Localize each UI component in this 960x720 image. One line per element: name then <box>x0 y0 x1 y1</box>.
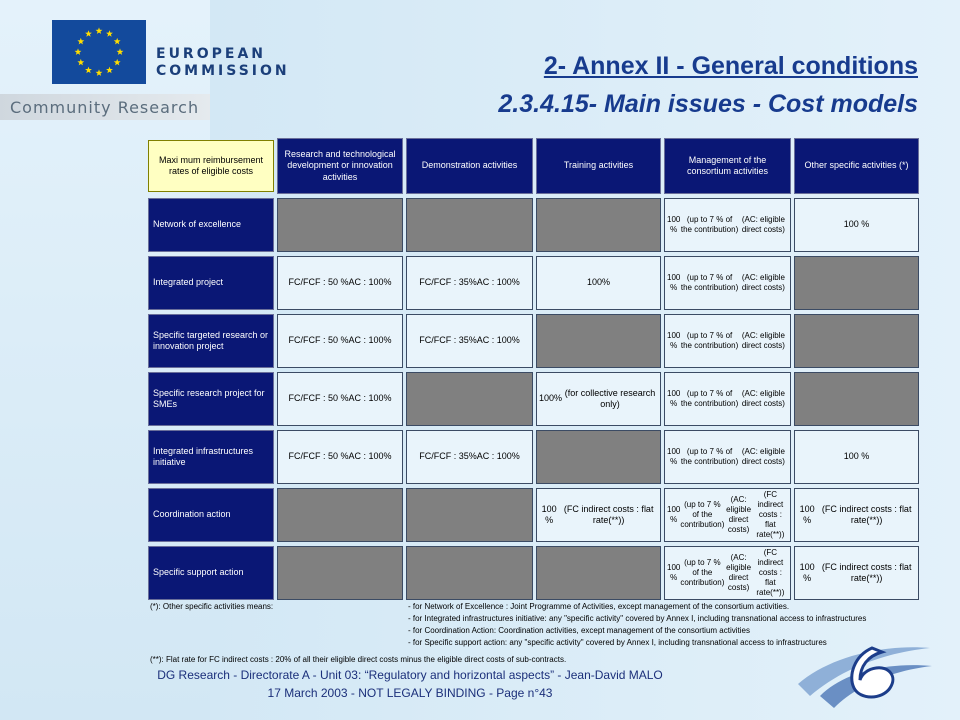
footer-line1: DG Research - Directorate A - Unit 03: “Regulatory and horizontal aspects” - Jean-David MALO <box>157 668 663 682</box>
rate-cell-line: AC : 100% <box>348 451 392 462</box>
rate-cell-line: AC : 100% <box>476 335 520 346</box>
slide-title: 2- Annex II - General conditions <box>543 52 918 80</box>
rate-cell-line: 100 % <box>799 503 815 525</box>
column-header-cell <box>406 138 533 194</box>
note1-item: - for Coordination Action: Coordination activities, except management of the consortium activities <box>408 626 750 635</box>
rate-cell-line: 100 % <box>843 219 870 230</box>
rate-cell <box>536 372 661 426</box>
rate-cell <box>794 546 919 600</box>
note1-item: - for Network of Excellence : Joint Programme of Activities, except management of the consortium activities. <box>408 602 790 611</box>
column-header-text: Training activities <box>563 160 634 171</box>
rate-cell-line: (AC: eligible direct costs) <box>741 447 785 466</box>
corner-header-text: Maxi mum reimbursement rates of eligible costs <box>158 154 264 176</box>
rate-cell-line: AC : 100% <box>476 277 520 288</box>
row-header-cell <box>148 198 274 252</box>
empty-cell <box>794 256 919 310</box>
rate-cell-line: FC/FCF : 50 % <box>288 335 349 346</box>
rate-cell-line: AC : 100% <box>476 451 520 462</box>
column-header-text: Research and technological development or innovation activities <box>284 148 396 182</box>
rate-cell-line: 100 % <box>843 451 870 462</box>
rate-cell <box>536 488 661 542</box>
flag-star-icon <box>114 38 121 45</box>
rate-cell <box>536 256 661 310</box>
column-header-text: Demonstration activities <box>421 160 518 171</box>
empty-cell <box>406 372 533 426</box>
row-header-text: Specific research project for SMEs <box>153 387 265 409</box>
rate-cell <box>277 256 403 310</box>
rate-cell <box>664 488 791 542</box>
empty-cell <box>536 546 661 600</box>
rate-cell-line: (FC indirect costs : flat rate(**)) <box>563 503 654 525</box>
rate-cell-line: AC : 100% <box>348 335 392 346</box>
flag-star-icon <box>77 38 84 45</box>
rate-cell-line: FC/FCF : 35% <box>419 277 477 288</box>
row-header-cell <box>148 546 274 600</box>
org-line2: COMMISSION <box>156 63 290 79</box>
empty-cell <box>536 314 661 368</box>
rate-cell-line: 100 % <box>667 505 681 524</box>
rate-cell-line: 100 % <box>541 503 557 525</box>
flag-star-icon <box>85 30 92 37</box>
rate-cell <box>794 430 919 484</box>
column-header-cell <box>536 138 661 194</box>
rate-cell-line: (FC indirect costs : flat rate(**)) <box>756 490 785 539</box>
european-commission-wordmark <box>156 46 290 80</box>
flag-star-icon <box>96 69 103 76</box>
flag-star-icon <box>117 48 124 55</box>
footer-line2: 17 March 2003 - NOT LEGALY BINDING - Page n°43 <box>267 686 553 700</box>
slide-subtitle: 2.3.4.15- Main issues - Cost models <box>498 90 918 118</box>
rate-cell <box>406 430 533 484</box>
note1-label: (*): Other specific activities means: <box>150 602 274 611</box>
rate-cell-line: FC/FCF : 50 % <box>288 393 349 404</box>
empty-cell <box>406 546 533 600</box>
rate-cell-line: 100 % <box>667 331 681 350</box>
column-header-cell <box>664 138 791 194</box>
note1-item: - for Integrated infrastructures initiative: any "specific activity" covered by Annex I, including transnational access to infrastructures <box>408 614 867 623</box>
rate-cell-line: FC/FCF : 50 % <box>288 451 349 462</box>
rate-cell <box>664 314 791 368</box>
rate-cell-line: 100 % <box>799 561 815 583</box>
eu-flag-icon <box>52 20 146 84</box>
rate-cell <box>277 430 403 484</box>
row-header-text: Integrated infrastructures initiative <box>153 445 254 467</box>
empty-cell <box>794 372 919 426</box>
rate-cell-line: (AC: eligible direct costs) <box>726 495 752 534</box>
rate-cell <box>664 256 791 310</box>
fp6-logo-icon <box>790 626 940 716</box>
flag-star-icon <box>114 59 121 66</box>
rate-cell-line: FC/FCF : 50 % <box>288 277 349 288</box>
rate-cell-line: 100% <box>539 393 563 404</box>
rate-cell <box>277 314 403 368</box>
rate-cell-line: AC : 100% <box>348 277 392 288</box>
rate-cell-line: FC/FCF : 35% <box>419 451 477 462</box>
row-header-cell <box>148 430 274 484</box>
rate-cell-line: (FC indirect costs : flat rate(**)) <box>821 561 912 583</box>
row-header-text: Network of excellence <box>153 219 242 230</box>
flag-star-icon <box>96 27 103 34</box>
empty-cell <box>277 488 403 542</box>
rate-cell <box>664 546 791 600</box>
rate-cell-line: 100 % <box>667 215 681 234</box>
row-header-text: Specific targeted research or innovation project <box>153 329 269 351</box>
rate-cell <box>794 488 919 542</box>
rate-cell-line: 100 % <box>667 563 681 582</box>
rate-cell <box>794 198 919 252</box>
rate-cell-line: (up to 7 % of the contribution) <box>680 389 739 408</box>
corner-header-cell <box>148 140 274 192</box>
row-header-cell <box>148 256 274 310</box>
rate-cell-line: (up to 7 % of the contribution) <box>680 331 739 350</box>
empty-cell <box>406 488 533 542</box>
flag-star-icon <box>77 59 84 66</box>
rate-cell-line: (FC indirect costs : flat rate(**)) <box>821 503 912 525</box>
rate-cell-line: (for collective research only) <box>564 387 656 409</box>
row-header-text: Coordination action <box>153 509 231 520</box>
rate-cell-line: (up to 7 % of the contribution) <box>680 273 739 292</box>
column-header-text: Other specific activities (*) <box>804 160 909 171</box>
rate-cell <box>406 314 533 368</box>
rate-cell-line: (up to 7 % of the contribution) <box>680 215 739 234</box>
note2: (**): Flat rate for FC indirect costs : 20% of all their eligible direct costs minus the eligible direct costs of sub-contracts. <box>150 655 567 664</box>
rate-cell-line: (AC: eligible direct costs) <box>741 389 785 408</box>
flag-star-icon <box>75 48 82 55</box>
column-header-text: Management of the consortium activities <box>686 154 769 176</box>
column-header-cell <box>794 138 919 194</box>
row-header-text: Integrated project <box>153 277 224 288</box>
flag-star-icon <box>85 67 92 74</box>
rate-cell <box>664 372 791 426</box>
row-header-cell <box>148 488 274 542</box>
empty-cell <box>794 314 919 368</box>
rate-cell-line: 100% <box>586 277 611 288</box>
rate-cell <box>664 430 791 484</box>
rate-cell <box>406 256 533 310</box>
empty-cell <box>536 198 661 252</box>
empty-cell <box>277 546 403 600</box>
row-header-cell <box>148 372 274 426</box>
column-header-cell <box>277 138 403 194</box>
rate-cell-line: (FC indirect costs : flat rate(**)) <box>756 548 785 597</box>
empty-cell <box>406 198 533 252</box>
note1-item: - for Specific support action: any "specific activity" covered by Annex I, including transnational access to infrastructures <box>408 638 827 647</box>
rate-cell-line: 100 % <box>667 389 681 408</box>
rate-cell-line: (up to 7 % of the contribution) <box>680 447 739 466</box>
rate-cell-line: (AC: eligible direct costs) <box>741 331 785 350</box>
empty-cell <box>536 430 661 484</box>
flag-star-icon <box>106 67 113 74</box>
flag-star-icon <box>106 30 113 37</box>
org-line1: EUROPEAN <box>156 46 266 62</box>
row-header-cell <box>148 314 274 368</box>
rate-cell-line: (AC: eligible direct costs) <box>726 553 752 592</box>
rate-cell <box>664 198 791 252</box>
rate-cell-line: AC : 100% <box>348 393 392 404</box>
rate-cell-line: (up to 7 % of the contribution) <box>680 500 725 529</box>
community-research-text: Community Research <box>10 98 200 117</box>
rate-cell-line: FC/FCF : 35% <box>419 335 477 346</box>
rate-cell-line: 100 % <box>667 273 681 292</box>
rate-cell-line: (up to 7 % of the contribution) <box>680 558 725 587</box>
row-header-text: Specific support action <box>153 567 244 578</box>
empty-cell <box>277 198 403 252</box>
rate-cell <box>277 372 403 426</box>
rate-cell-line: 100 % <box>667 447 681 466</box>
rate-cell-line: (AC: eligible direct costs) <box>741 273 785 292</box>
rate-cell-line: (AC: eligible direct costs) <box>741 215 785 234</box>
